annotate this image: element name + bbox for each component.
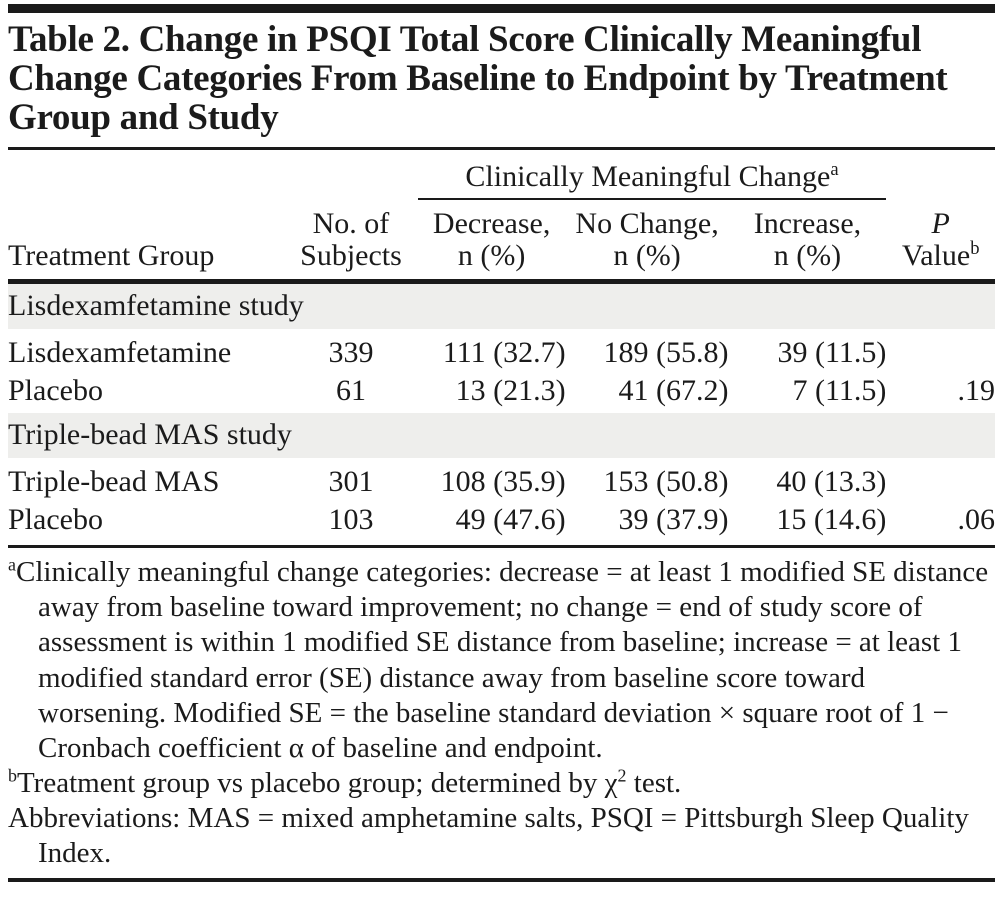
col-header-p: P xyxy=(931,206,950,240)
top-rule xyxy=(8,4,995,13)
col-header-decrease-label: Decrease, xyxy=(432,206,551,240)
col-header-subjects: Subjects xyxy=(300,238,402,272)
table-bottom-rule xyxy=(8,545,995,548)
paper-table-figure xyxy=(0,4,1003,882)
spanning-header-spacer-left xyxy=(8,151,418,199)
cell-p-value xyxy=(886,332,995,373)
footnote-a-marker: a xyxy=(8,554,16,575)
table-row-lisdexamfetamine xyxy=(8,332,995,373)
table-title-line-2: Change Categories From Baseline to Endpoint by Treatment xyxy=(8,57,948,99)
cell-no-change: 39 (37.9) xyxy=(618,503,729,537)
col-header-treatment-group-label: Treatment Group xyxy=(8,238,215,272)
col-header-no-change xyxy=(566,199,729,282)
col-header-increase-label: Increase, xyxy=(753,206,862,240)
cell-increase: 15 (14.6) xyxy=(776,503,887,537)
col-header-decrease-n-pct: n (%) xyxy=(457,238,526,272)
section-header-triple-bead-mas-study xyxy=(8,412,995,461)
section-header-label: Lisdexamfetamine study xyxy=(8,282,995,332)
footnote-b-text: Treatment group vs placebo group; determined by χ xyxy=(16,766,618,799)
footnote-b-text-end: test. xyxy=(626,766,682,799)
col-header-value-label: Value xyxy=(901,238,971,272)
col-header-treatment-group xyxy=(8,199,284,282)
column-header-row xyxy=(8,199,995,282)
cell-p-value xyxy=(886,461,995,502)
title-divider-rule xyxy=(8,147,995,150)
cell-decrease: 108 (35.9) xyxy=(440,465,566,499)
table-title-line-1: Table 2. Change in PSQI Total Score Clinically Meaningful xyxy=(8,19,922,60)
cell-treatment-group: Triple-bead MAS xyxy=(8,465,220,499)
col-header-value xyxy=(886,237,995,272)
cell-increase: 39 (11.5) xyxy=(777,336,887,370)
table-title-line-3: Group and Study xyxy=(8,96,279,138)
psqi-change-table xyxy=(8,151,995,540)
col-header-no-change-label: No Change, xyxy=(575,206,719,240)
spanning-header-label: Clinically Meaningful Change xyxy=(465,159,831,193)
cell-p-value: .19 xyxy=(957,374,995,408)
abbreviations-text: Abbreviations: MAS = mixed amphetamine salts, PSQI = Pittsburgh Sleep Quality Index. xyxy=(8,801,969,869)
cell-no-of-subjects: 339 xyxy=(328,336,374,370)
spanning-header-spacer-right xyxy=(886,151,995,199)
section-header-lisdexamfetamine-study xyxy=(8,282,995,332)
cell-increase: 40 (13.3) xyxy=(776,465,887,499)
figure-bottom-rule xyxy=(8,878,995,882)
footnote-a-text: Clinically meaningful change categories: decrease = at least 1 modified SE distance away from baseline toward improvement; no change = end of study score of assessment is within 1 modified SE distance from baseline; increase = at least 1 modified standard error (SE) distance away from baseline score toward worsening. Modified SE = the baseline standard deviation × square root of 1 − Cronbach coefficient α of baseline and endpoint. xyxy=(15,556,989,764)
table-row-placebo-lisdexamfetamine xyxy=(8,372,995,412)
table-title xyxy=(8,21,995,138)
cell-no-change: 153 (50.8) xyxy=(603,465,729,499)
col-header-decrease xyxy=(418,199,566,282)
footnote-b-marker: b xyxy=(8,765,17,786)
col-header-increase-n-pct: n (%) xyxy=(773,238,842,272)
cell-treatment-group: Lisdexamfetamine xyxy=(8,336,232,370)
footnote-b xyxy=(8,766,995,801)
cell-no-of-subjects: 103 xyxy=(328,503,374,537)
cell-treatment-group: Placebo xyxy=(8,503,103,537)
cell-no-of-subjects: 61 xyxy=(335,374,366,408)
footnote-a xyxy=(8,555,995,765)
cell-no-change: 41 (67.2) xyxy=(618,374,729,408)
cell-p-value: .06 xyxy=(957,503,995,537)
spanning-header-row xyxy=(8,151,995,199)
chi-squared-exponent: 2 xyxy=(617,765,627,786)
cell-increase: 7 (11.5) xyxy=(792,374,887,408)
cell-decrease: 111 (32.7) xyxy=(442,336,566,370)
col-header-no-change-n-pct: n (%) xyxy=(613,238,681,272)
cell-decrease: 49 (47.6) xyxy=(455,503,566,537)
table-row-triple-bead-mas xyxy=(8,461,995,502)
cell-decrease: 13 (21.3) xyxy=(455,374,566,408)
abbreviations-note xyxy=(8,801,995,871)
section-header-label: Triple-bead MAS study xyxy=(8,412,995,461)
cell-treatment-group: Placebo xyxy=(8,374,103,408)
footnote-a-marker-ref: a xyxy=(830,158,839,180)
cell-no-of-subjects: 301 xyxy=(328,465,374,499)
col-header-increase xyxy=(728,199,886,282)
footnotes xyxy=(8,555,995,871)
col-header-p-value xyxy=(886,199,995,282)
col-header-no-of-subjects xyxy=(284,199,417,282)
cell-no-change: 189 (55.8) xyxy=(603,336,729,370)
footnote-b-marker-ref: b xyxy=(970,237,980,259)
spanning-header-cell xyxy=(418,151,887,199)
col-header-no-of: No. of xyxy=(312,206,390,240)
table-row-placebo-triple-bead-mas xyxy=(8,501,995,539)
